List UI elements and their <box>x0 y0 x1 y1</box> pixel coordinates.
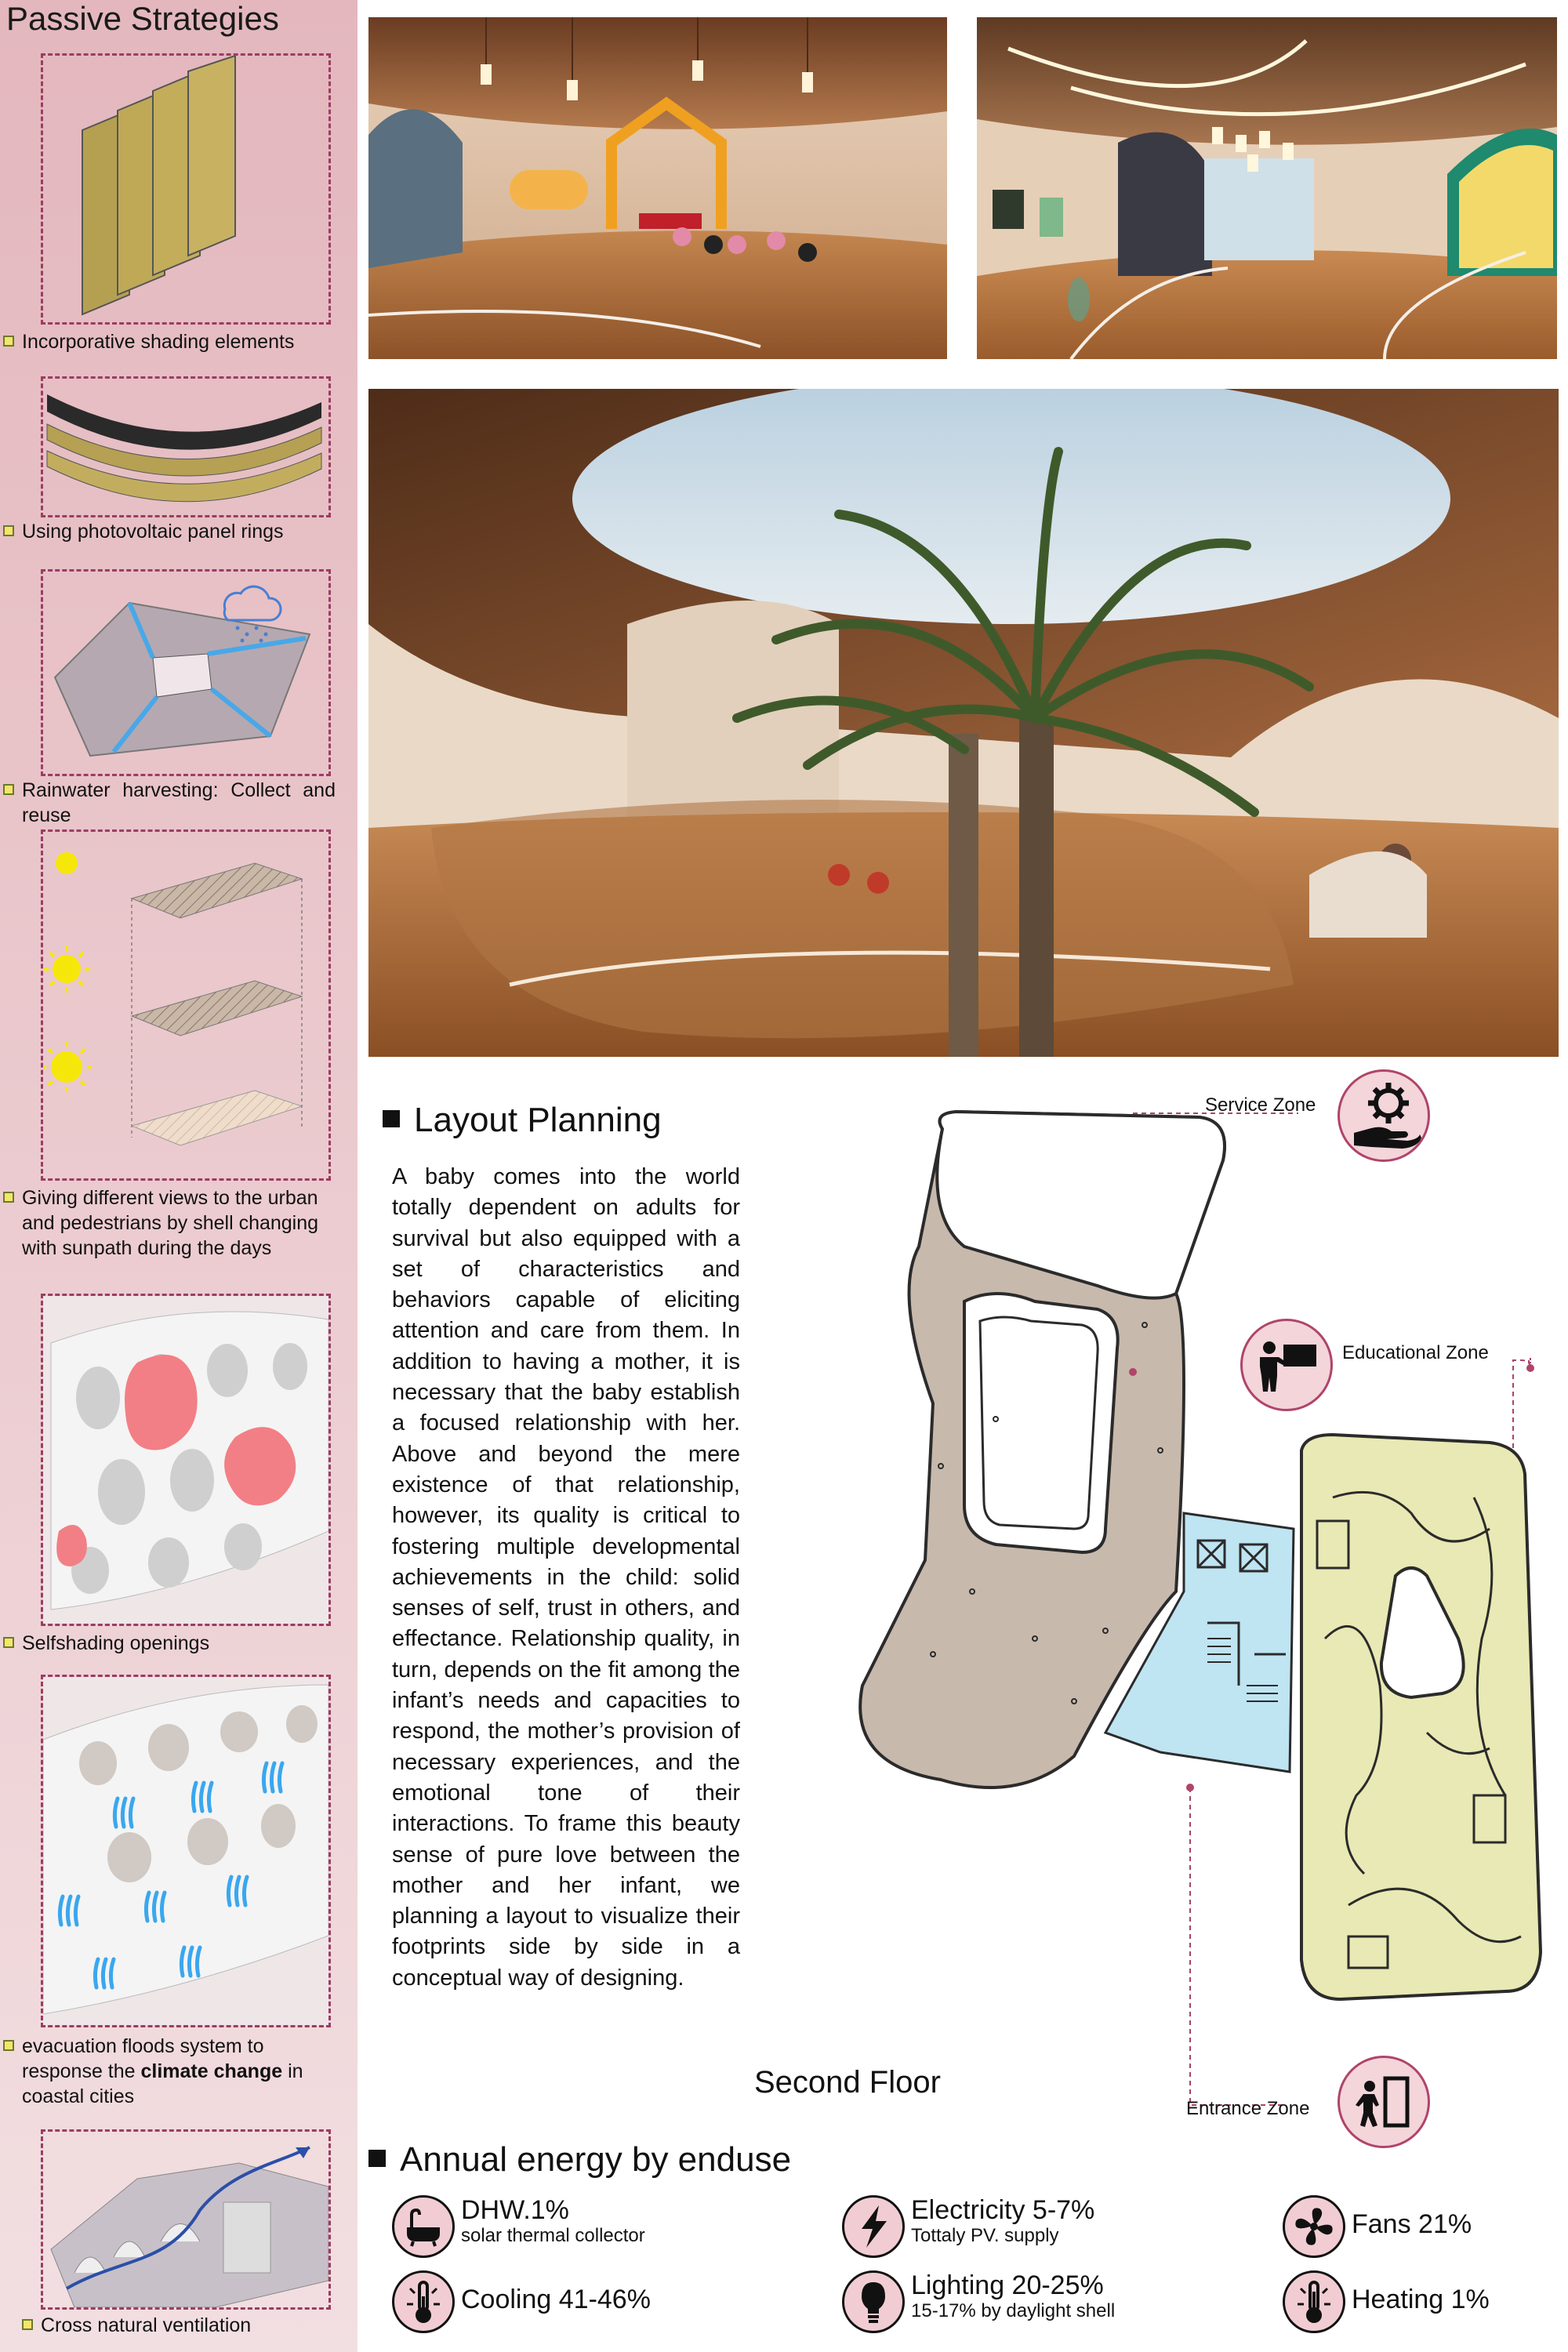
sun-icon <box>43 946 90 993</box>
bathtub-icon <box>392 2195 455 2258</box>
interior-render-atrium-palm <box>368 389 1559 1057</box>
second-floor-plan <box>737 1090 1568 2109</box>
bullet-icon <box>3 2040 14 2051</box>
thermometer-icon <box>392 2270 455 2333</box>
layout-planning-heading: Layout Planning <box>383 1101 662 1140</box>
sidebar-title: Passive Strategies <box>6 0 279 37</box>
sidebar-caption-shading: Incorporative shading elements <box>22 329 336 354</box>
layout-planning-paragraph: A baby comes into the world totally dependent on adults for survival but also equipped with a set of characteristics and behaviors capable of eliciting attention and care from them. In addition to having a mother, it is necessary that the baby establish a focused relationship with her. Above and beyond the mere existence of that relationship, however, its quality is critical to fostering multiple developmental achievements in the child: solid senses of self, trust in others, and effectance. Relationship quality, in turn, depends on the fit among the infant’s needs and capacities to respond, the mother’s provision of necessary experiences, and the emotional tone of their interactions. To frame this beauty sense of pure love between the mother and her infant, we planning a layout to visualize their footprints side by side in a conceptual way of designing. <box>392 1164 740 1991</box>
energy-cooling: Cooling 41-46% <box>392 2270 721 2341</box>
sidebar-caption-pv: Using photovoltaic panel rings <box>22 519 336 544</box>
energy-electricity: Electricity 5-7% Tottaly PV. supply <box>842 2195 1171 2266</box>
bullet-icon <box>3 1192 14 1203</box>
bullet-icon <box>3 784 14 795</box>
pv-rings-illustration <box>41 376 331 517</box>
flood-evacuation-illustration <box>41 1675 331 2027</box>
heading-square-icon <box>383 1110 400 1127</box>
educational-zone-label: Educational Zone <box>1342 1342 1489 1363</box>
bullet-icon <box>3 525 14 536</box>
sidebar-caption-views: Giving different views to the urban and pedestrians by shell changing with sunpath during the days <box>22 1185 336 1261</box>
educational-zone-circle <box>1240 1319 1333 1411</box>
sunpath-shell-illustration <box>41 829 331 1181</box>
shading-elements-illustration <box>41 53 331 325</box>
entrance-zone-circle <box>1338 2056 1430 2148</box>
thermometer-icon <box>1283 2270 1345 2333</box>
interior-render-playroom <box>368 17 947 359</box>
sidebar-caption-rainwater: Rainwater harvesting: Collect and reuse <box>22 778 336 828</box>
cross-ventilation-illustration <box>41 2129 331 2310</box>
entrance-zone-label: Entrance Zone <box>1186 2098 1310 2119</box>
lightning-icon <box>842 2195 905 2258</box>
bullet-icon <box>22 2319 33 2330</box>
selfshading-openings-illustration <box>41 1294 331 1626</box>
energy-dhw: DHW.1% solar thermal collector <box>392 2195 721 2266</box>
fan-icon <box>1283 2195 1345 2258</box>
energy-lighting: Lighting 20-25% 15-17% by daylight shell <box>842 2270 1171 2341</box>
teacher-board-icon <box>1243 1321 1330 1409</box>
service-zone-circle <box>1338 1069 1430 1162</box>
bullet-icon <box>3 1637 14 1648</box>
energy-fans: Fans 21% <box>1283 2195 1549 2266</box>
gear-hand-icon <box>1340 1072 1428 1160</box>
sidebar-passive-strategies <box>0 0 358 2352</box>
sidebar-caption-ventilation: Cross natural ventilation <box>41 2313 354 2338</box>
sun-icon <box>43 1042 92 1092</box>
heading-square-icon <box>368 2150 386 2167</box>
rainwater-illustration <box>41 569 331 776</box>
second-floor-label: Second Floor <box>754 2065 941 2100</box>
service-zone-label: Service Zone <box>1205 1094 1316 1116</box>
bulb-icon <box>842 2270 905 2333</box>
sidebar-caption-flood: evacuation floods system to response the climate change in coastal cities <box>22 2034 336 2109</box>
interior-render-corridor <box>977 17 1557 359</box>
energy-heating: Heating 1% <box>1283 2270 1549 2341</box>
door-person-icon <box>1340 2058 1428 2146</box>
sidebar-caption-selfshading: Selfshading openings <box>22 1631 336 1656</box>
bullet-icon <box>3 336 14 347</box>
sun-icon <box>56 852 78 874</box>
annual-energy-heading: Annual energy by enduse <box>368 2140 791 2180</box>
